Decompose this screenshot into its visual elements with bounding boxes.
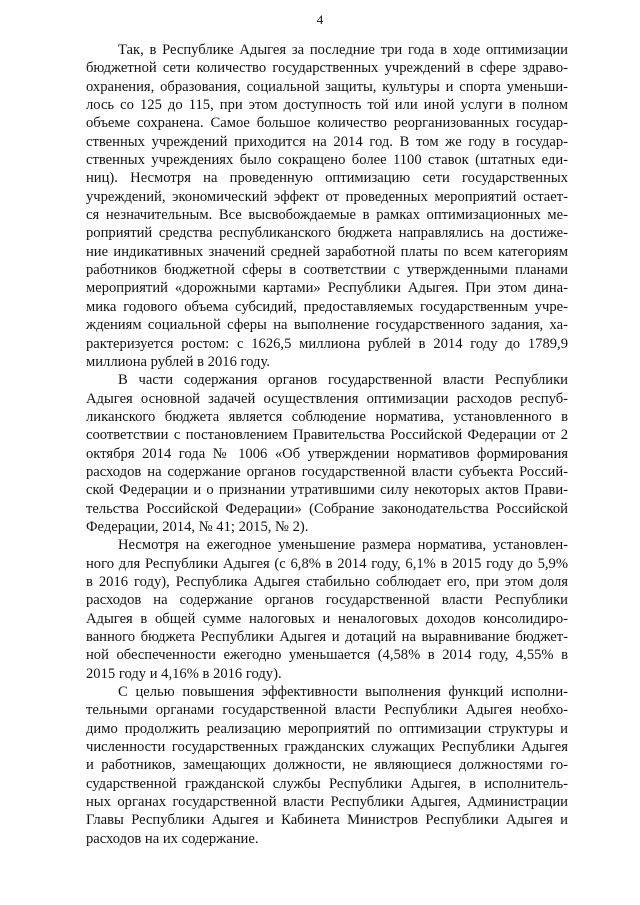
text-line: численности государственных гражданских служащих Республики Адыгея (86, 739, 568, 756)
text-line: расходов на содержание органов государственной власти Республики (86, 592, 568, 609)
text-line: димо продолжить реализацию мероприятий по оптимизации структуры и (86, 720, 568, 737)
text-line: объеме сохранена. Самое большое количество реорганизованных государ- (86, 115, 568, 132)
text-line: лось со 125 до 115, при этом доступность той или иной услуги в полном (86, 97, 568, 114)
text-line: соответствии с постановлением Правительства Российской Федерации от 2 (86, 427, 568, 444)
text-line: Так, в Республике Адыгея за последние три года в ходе оптимизации (118, 42, 568, 58)
text-line: тельства Российской Федерации» (Собрание законодательства Российской (86, 500, 568, 517)
text-line: тельными органами государственной власти Республики Адыгея необхо- (86, 702, 568, 719)
text-line: С целью повышения эффективности выполнения функций исполни- (118, 684, 568, 701)
text-line: ние индикативных значений средней заработной платы по всем категориям (86, 243, 568, 260)
text-line: Адыгея в общей сумме налоговых и неналоговых доходов консолидиро- (86, 610, 568, 627)
text-line: ственных учреждений приходится на 2014 год. В том же году в государ- (86, 133, 568, 150)
text-line: охранения, образования, социальной защиты, культуры и спорта уменьши- (86, 78, 568, 95)
text-line: октября 2014 года № 1006 «Об утверждении нормативов формирования (86, 445, 568, 462)
document-body (86, 41, 568, 848)
text-line: ся незначительным. Все высвобождаемые в рамках оптимизационных ме- (86, 207, 568, 224)
text-line: мероприятий «дорожными картами» Республики Адыгея. При этом дина- (86, 280, 568, 297)
text-line: ждениям социальной сферы на выполнение государственного задания, ха- (86, 317, 568, 334)
text-line: Главы Республики Адыгея и Кабинета Министров Республики Адыгея и (86, 812, 568, 829)
text-line: роприятий средства республиканского бюджета направлялись на достиже- (86, 225, 568, 242)
text-line: работников бюджетной сферы в соответствии с утвержденными планами (86, 262, 568, 279)
text-line: ного для Республики Адыгея (с 6,8% в 2014 году, 6,1% в 2015 году до 5,9% (86, 555, 568, 572)
text-line: ской Федерации и о признании утратившими силу некоторых актов Прави- (86, 482, 568, 499)
text-line: миллиона рублей в 2016 году. (86, 353, 270, 370)
page-number: 4 (316, 12, 324, 27)
text-line: ванного бюджета Республики Адыгея и дотаций на выравнивание бюджет- (86, 629, 568, 645)
text-line: ных органах государственной власти Республики Адыгея, Администрации (86, 794, 568, 811)
text-line: в 2016 году), Республика Адыгея стабильно соблюдает его, при этом доля (86, 573, 568, 590)
text-line: Адыгея основной задачей осуществления оптимизации расходов респуб- (86, 390, 568, 407)
text-line: рактеризуется ростом: с 1626,5 миллиона рублей в 2014 году до 1789,9 (86, 335, 568, 352)
text-line: бюджетной сети количество государственных учреждений в сфере здраво- (86, 60, 568, 77)
text-line: учреждений, экономический эффект от проведенных мероприятий остает- (86, 188, 568, 205)
text-line: мика годового объема субсидий, предоставляемых государственным учре- (86, 298, 568, 315)
text-line: сударственной гражданской службы Республики Адыгея, в исполнитель- (86, 775, 568, 792)
text-line: ственных учреждениях было сокращено более 1100 ставок (штатных еди- (86, 152, 568, 169)
text-line: Федерации, 2014, № 41; 2015, № 2). (86, 518, 309, 535)
text-line: ниц). Несмотря на проведенную оптимизацию сети государственных (86, 170, 568, 187)
text-line: 2015 году и 4,16% в 2016 году). (86, 665, 282, 682)
paragraph-3 (86, 536, 568, 683)
text-line: расходов на содержание органов государственной власти субъекта Россий- (86, 463, 568, 480)
text-line: расходов на их содержание. (86, 830, 259, 847)
text-line: В части содержания органов государственной власти Республики (118, 372, 568, 389)
text-line: ликанского бюджета является соблюдение норматива, установленного в (86, 408, 568, 425)
text-line: ной обеспеченности ежегодно уменьшается (4,58% в 2014 году, 4,55% в (86, 647, 568, 664)
paragraph-4 (86, 683, 568, 848)
text-line: Несмотря на ежегодное уменьшение размера норматива, установлен- (118, 537, 568, 554)
paragraph-1 (86, 41, 568, 371)
text-line: и работников, замещающих должности, не являющиеся должностями го- (86, 757, 568, 774)
paragraph-2 (86, 371, 568, 536)
